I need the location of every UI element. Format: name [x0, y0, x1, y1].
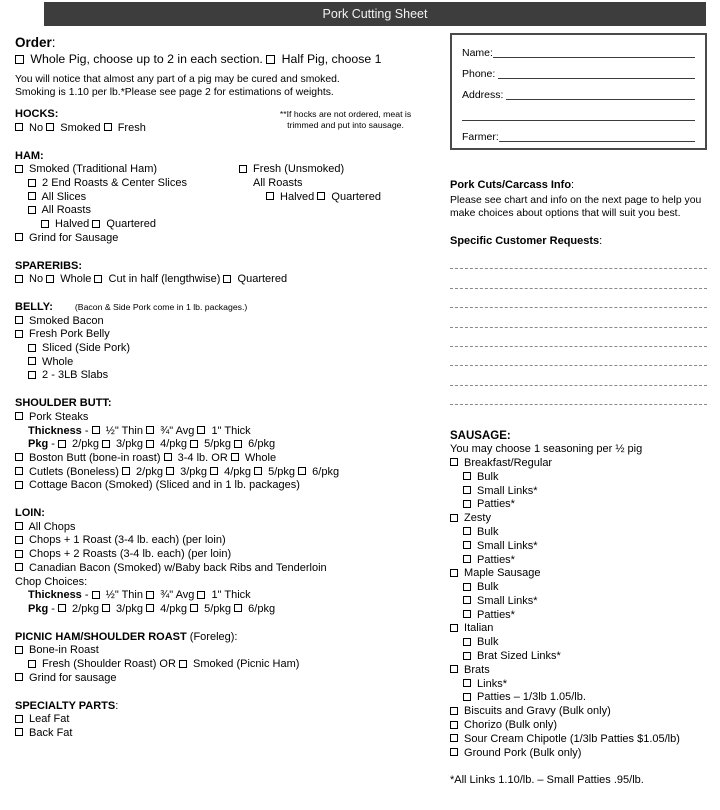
- ham-line: Halved Quartered: [15, 218, 443, 232]
- shoulder-butt-line: Boston Butt (bone-in roast) 3-4 lb. OR Whole: [15, 452, 443, 466]
- intro-line: Smoking is 1.10 per lb.*Please see page 2 for estimations of weights.: [15, 86, 334, 98]
- request-write-line[interactable]: [450, 289, 707, 308]
- checkbox[interactable]: [463, 679, 471, 687]
- checkbox[interactable]: [197, 591, 205, 599]
- carcass-info-body: [450, 194, 707, 220]
- page-title-bar: [44, 2, 706, 26]
- checkbox[interactable]: [450, 748, 458, 756]
- checkbox[interactable]: [450, 665, 458, 673]
- checkbox[interactable]: [15, 275, 23, 283]
- order-line: Order:: [15, 35, 56, 50]
- field-label: Address:: [462, 89, 507, 101]
- picnic-line: Fresh (Shoulder Roast) OR Smoked (Picnic Ham): [15, 658, 443, 672]
- checkbox[interactable]: [463, 500, 471, 508]
- belly-line: Fresh Pork Belly: [15, 328, 443, 342]
- checkbox[interactable]: [15, 330, 23, 338]
- carcass-info-title: [450, 179, 707, 192]
- checkbox[interactable]: [450, 721, 458, 729]
- sausage-heading: SAUSAGE:: [450, 430, 511, 443]
- checkbox[interactable]: [197, 426, 205, 434]
- sausage-line: Patties*: [450, 554, 707, 568]
- info-column: [450, 33, 707, 786]
- ham-right-line: All Roasts: [253, 177, 303, 189]
- checkbox[interactable]: [450, 514, 458, 522]
- sausage-line: Zesty: [450, 512, 707, 526]
- field-label: Farmer:: [462, 131, 499, 143]
- checkbox[interactable]: [15, 715, 23, 723]
- belly-line: 2 - 3LB Slabs: [15, 369, 443, 383]
- checkbox[interactable]: [15, 316, 23, 324]
- field-write-line[interactable]: [493, 57, 695, 58]
- section-intro: [15, 74, 443, 99]
- ham-line: HAM:: [15, 149, 44, 162]
- section-hocks: [15, 108, 443, 135]
- checkbox[interactable]: [28, 206, 36, 214]
- checkbox[interactable]: [239, 165, 247, 173]
- ham-line: Grind for Sausage: [15, 232, 443, 246]
- checkbox[interactable]: [450, 458, 458, 466]
- sausage-line: Sour Cream Chipotle (1/3lb Patties $1.05/lb): [450, 733, 707, 747]
- field-write-line[interactable]: [462, 120, 695, 121]
- checkbox[interactable]: [164, 453, 172, 461]
- page-title: Pork Cutting Sheet: [322, 7, 428, 21]
- sausage-line: Italian: [450, 622, 707, 636]
- ham-line: Smoked (Traditional Ham) Fresh (Unsmoked): [15, 163, 443, 177]
- customer-info-box: [450, 33, 707, 150]
- checkbox[interactable]: [266, 192, 274, 200]
- checkbox[interactable]: [41, 220, 49, 228]
- loin-line: Chop Choices:: [15, 575, 88, 588]
- checkbox[interactable]: [15, 467, 23, 475]
- loin-line: All Chops: [15, 521, 443, 535]
- checkbox[interactable]: [166, 467, 174, 475]
- infobox-row: [462, 40, 695, 61]
- checkbox[interactable]: [15, 453, 23, 461]
- sausage-line: Links*: [450, 678, 707, 692]
- checkbox[interactable]: [463, 693, 471, 701]
- sausage-line: Small Links*: [450, 595, 707, 609]
- checkbox[interactable]: [15, 646, 23, 654]
- field-label: Phone:: [462, 68, 499, 80]
- customer-requests-title: [450, 235, 707, 248]
- request-write-line[interactable]: [450, 308, 707, 327]
- checkbox[interactable]: [463, 486, 471, 494]
- checkbox[interactable]: [146, 440, 154, 448]
- checkbox[interactable]: [463, 610, 471, 618]
- checkbox[interactable]: [231, 453, 239, 461]
- sausage-line: Biscuits and Gravy (Bulk only): [450, 705, 707, 719]
- sausage-line: Small Links*: [450, 540, 707, 554]
- carcass-info-section: [450, 179, 707, 220]
- request-write-line[interactable]: [450, 328, 707, 347]
- hocks-line: No Smoked Fresh: [15, 122, 443, 136]
- loin-line: Thickness - ½" Thin ¾" Avg 1" Thick: [28, 589, 251, 602]
- checkbox[interactable]: [15, 481, 23, 489]
- sausage-line: Breakfast/Regular: [450, 457, 707, 471]
- sausage-line: Bulk: [450, 526, 707, 540]
- section-ham: [15, 150, 443, 246]
- checkbox[interactable]: [102, 440, 110, 448]
- checkbox[interactable]: [92, 591, 100, 599]
- request-write-line[interactable]: [450, 386, 707, 405]
- specialty-line: Back Fat: [15, 727, 443, 741]
- checkbox[interactable]: [28, 371, 36, 379]
- sausage-line: Bulk: [450, 471, 707, 485]
- spareribs-line: SPARERIBS:: [15, 259, 83, 272]
- checkbox[interactable]: [46, 123, 54, 131]
- sausage-line: Brat Sized Links*: [450, 650, 707, 664]
- checkbox[interactable]: [104, 123, 112, 131]
- field-write-line[interactable]: [498, 78, 695, 79]
- checkbox[interactable]: [28, 179, 36, 187]
- field-write-line[interactable]: [499, 141, 695, 142]
- checkbox[interactable]: [15, 728, 23, 736]
- belly-line: Whole: [15, 356, 443, 370]
- checkbox[interactable]: [179, 660, 187, 668]
- checkbox[interactable]: [92, 426, 100, 434]
- checkbox[interactable]: [463, 541, 471, 549]
- order-line: Whole Pig, choose up to 2 in each section. Half Pig, choose 1: [15, 51, 443, 67]
- loin-line: Canadian Bacon (Smoked) w/Baby back Ribs and Tenderloin: [15, 562, 443, 576]
- sausage-line: Ground Pork (Bulk only): [450, 747, 707, 761]
- checkbox[interactable]: [92, 220, 100, 228]
- sausage-line: Patties – 1/3lb 1.05/lb.: [450, 691, 707, 705]
- sausage-line: Small Links*: [450, 485, 707, 499]
- shoulder-butt-line: Cottage Bacon (Smoked) (Sliced and in 1 lb. packages): [15, 479, 443, 493]
- loin-line: Chops + 2 Roasts (3-4 lb. each) (per loin): [15, 548, 443, 562]
- checkbox[interactable]: [28, 344, 36, 352]
- sausage-footnote: *All Links 1.10/lb. – Small Patties .95/lb.: [450, 774, 644, 787]
- ham-line: All Slices Halved Quartered: [15, 191, 443, 205]
- checkbox[interactable]: [15, 123, 23, 131]
- checkbox[interactable]: [190, 604, 198, 612]
- inline-note: (Bacon & Side Pork come in 1 lb. packages.): [74, 301, 248, 312]
- picnic-line: PICNIC HAM/SHOULDER ROAST (Foreleg):: [15, 630, 238, 643]
- intro-line: You will notice that almost any part of a pig may be cured and smoked.: [15, 74, 340, 85]
- carcass-info-body-line-2: make choices about options that will suit you best.: [450, 208, 681, 219]
- sausage-line: Patties*: [450, 609, 707, 623]
- belly-line: BELLY: (Bacon & Side Pork come in 1 lb. packages.): [15, 300, 248, 313]
- checkbox[interactable]: [298, 467, 306, 475]
- section-spareribs: [15, 260, 443, 287]
- loin-line: Pkg - 2/pkg 3/pkg 4/pkg 5/pkg 6/pkg: [28, 602, 276, 615]
- customer-requests-title-text: Specific Customer Requests: [450, 235, 600, 247]
- sausage-line: Bulk: [450, 581, 707, 595]
- customer-requests-title-colon: :: [599, 235, 603, 247]
- belly-line: Sliced (Side Pork): [15, 342, 443, 356]
- shoulder-butt-line: Pkg - 2/pkg 3/pkg 4/pkg 5/pkg 6/pkg: [28, 438, 276, 451]
- checkbox[interactable]: [94, 275, 102, 283]
- request-write-line[interactable]: [450, 366, 707, 385]
- shoulder-butt-line: Thickness - ½" Thin ¾" Avg 1" Thick: [28, 424, 251, 437]
- checkbox[interactable]: [15, 233, 23, 241]
- ham-right-line: Fresh (Unsmoked): [239, 163, 344, 177]
- checkbox[interactable]: [450, 624, 458, 632]
- checkbox[interactable]: [15, 673, 23, 681]
- checkbox[interactable]: [28, 660, 36, 668]
- ham-line: 2 End Roasts & Center Slices All Roasts: [15, 177, 443, 191]
- sausage-options: [450, 457, 707, 761]
- checkbox[interactable]: [317, 192, 325, 200]
- infobox-row: [462, 124, 695, 145]
- checkbox[interactable]: [463, 596, 471, 604]
- checkbox[interactable]: [58, 440, 66, 448]
- sausage-section: [450, 429, 707, 786]
- sausage-line: Patties*: [450, 498, 707, 512]
- checkbox[interactable]: [190, 440, 198, 448]
- infobox-row: [462, 103, 695, 124]
- checkbox[interactable]: [28, 357, 36, 365]
- shoulder-butt-line: Pork Steaks: [15, 411, 443, 425]
- section-order: [15, 34, 443, 67]
- checkbox[interactable]: [254, 467, 262, 475]
- customer-requests-lines: [450, 250, 707, 405]
- belly-line: Smoked Bacon: [15, 315, 443, 329]
- section-specialty: [15, 700, 443, 741]
- carcass-info-title-colon: :: [571, 179, 575, 191]
- checkbox[interactable]: [450, 734, 458, 742]
- loin-line: LOIN:: [15, 507, 45, 520]
- request-write-line[interactable]: [450, 250, 707, 269]
- carcass-info-title-text: Pork Cuts/Carcass Info: [450, 179, 572, 191]
- section-loin: [15, 507, 443, 617]
- checkbox[interactable]: [234, 440, 242, 448]
- checkbox[interactable]: [450, 707, 458, 715]
- customer-info-rows: [462, 40, 695, 145]
- sausage-line: Maple Sausage: [450, 567, 707, 581]
- checkbox[interactable]: [15, 550, 23, 558]
- checkbox[interactable]: [450, 569, 458, 577]
- checkbox[interactable]: [58, 604, 66, 612]
- specialty-line: Leaf Fat: [15, 713, 443, 727]
- shoulder-butt-line: Cutlets (Boneless) 2/pkg 3/pkg 4/pkg 5/pkg 6/pkg: [15, 466, 443, 480]
- checkbox[interactable]: [15, 55, 24, 64]
- checkbox[interactable]: [46, 275, 54, 283]
- field-write-line[interactable]: [506, 99, 695, 100]
- section-belly: [15, 301, 443, 383]
- checkbox[interactable]: [234, 604, 242, 612]
- checkbox[interactable]: [463, 472, 471, 480]
- picnic-line: Grind for sausage: [15, 672, 443, 686]
- loin-line: Chops + 1 Roast (3-4 lb. each) (per loin): [15, 534, 443, 548]
- checkbox[interactable]: [463, 555, 471, 563]
- picnic-line: Bone-in Roast: [15, 644, 443, 658]
- checkbox[interactable]: [266, 55, 275, 64]
- sausage-line: Bulk: [450, 636, 707, 650]
- checkbox[interactable]: [463, 638, 471, 646]
- ham-line: All Roasts: [15, 204, 443, 218]
- checkbox[interactable]: [102, 604, 110, 612]
- checkbox[interactable]: [15, 522, 23, 530]
- checkbox[interactable]: [146, 426, 154, 434]
- checkbox[interactable]: [28, 192, 36, 200]
- checkbox[interactable]: [463, 583, 471, 591]
- infobox-row: [462, 61, 695, 82]
- spareribs-line: No Whole Cut in half (lengthwise) Quartered: [15, 273, 443, 287]
- checkbox[interactable]: [210, 467, 218, 475]
- checkbox[interactable]: [15, 412, 23, 420]
- checkbox[interactable]: [463, 527, 471, 535]
- checkbox[interactable]: [15, 165, 23, 173]
- section-shoulder-butt: [15, 397, 443, 493]
- infobox-row: [462, 82, 695, 103]
- section-picnic: [15, 631, 443, 686]
- hocks-side-note: **If hocks are not ordered, meat is trimmed and put into sausage.: [279, 109, 412, 131]
- shoulder-butt-line: SHOULDER BUTT:: [15, 397, 112, 410]
- checkbox[interactable]: [146, 591, 154, 599]
- specialty-line: SPECIALTY PARTS:: [15, 699, 119, 712]
- checkbox[interactable]: [15, 536, 23, 544]
- request-write-line[interactable]: [450, 269, 707, 288]
- sausage-line: Brats: [450, 664, 707, 678]
- field-label: Name:: [462, 47, 493, 59]
- checkbox[interactable]: [146, 604, 154, 612]
- sausage-subheading: You may choose 1 seasoning per ½ pig: [450, 443, 643, 456]
- carcass-info-body-line-1: Please see chart and info on the next page to help you: [450, 195, 702, 206]
- checkbox[interactable]: [15, 563, 23, 571]
- checkbox[interactable]: [463, 652, 471, 660]
- order-form-column: [15, 34, 443, 741]
- sausage-line: Chorizo (Bulk only): [450, 719, 707, 733]
- ham-right-line: Halved Quartered: [266, 191, 381, 205]
- request-write-line[interactable]: [450, 347, 707, 366]
- checkbox[interactable]: [122, 467, 130, 475]
- hocks-line: HOCKS:: [15, 108, 59, 121]
- checkbox[interactable]: [223, 275, 231, 283]
